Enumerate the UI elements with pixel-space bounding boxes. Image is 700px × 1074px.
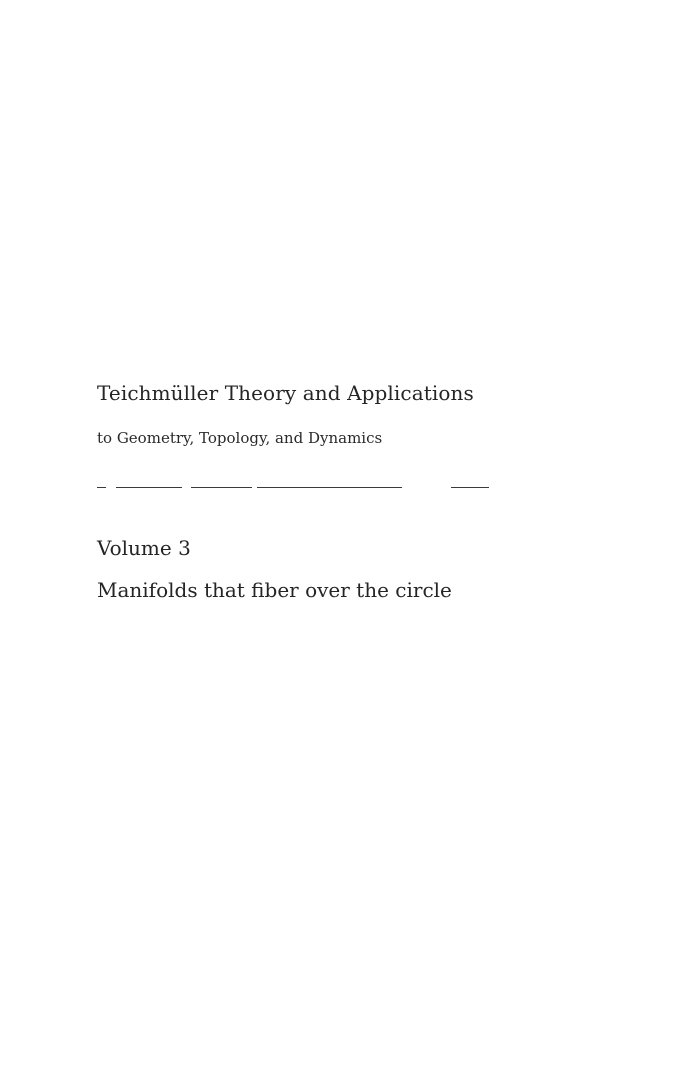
volume-title: Manifolds that fiber over the circle — [97, 578, 452, 602]
volume-label: Volume 3 — [97, 536, 191, 560]
divider-rule — [257, 487, 402, 488]
series-title: Teichmüller Theory and Applications — [97, 381, 474, 405]
divider-rule — [451, 487, 489, 488]
divider-rule — [116, 487, 182, 488]
divider-rule — [97, 487, 106, 488]
series-subtitle: to Geometry, Topology, and Dynamics — [97, 429, 383, 447]
divider-rule — [191, 487, 252, 488]
